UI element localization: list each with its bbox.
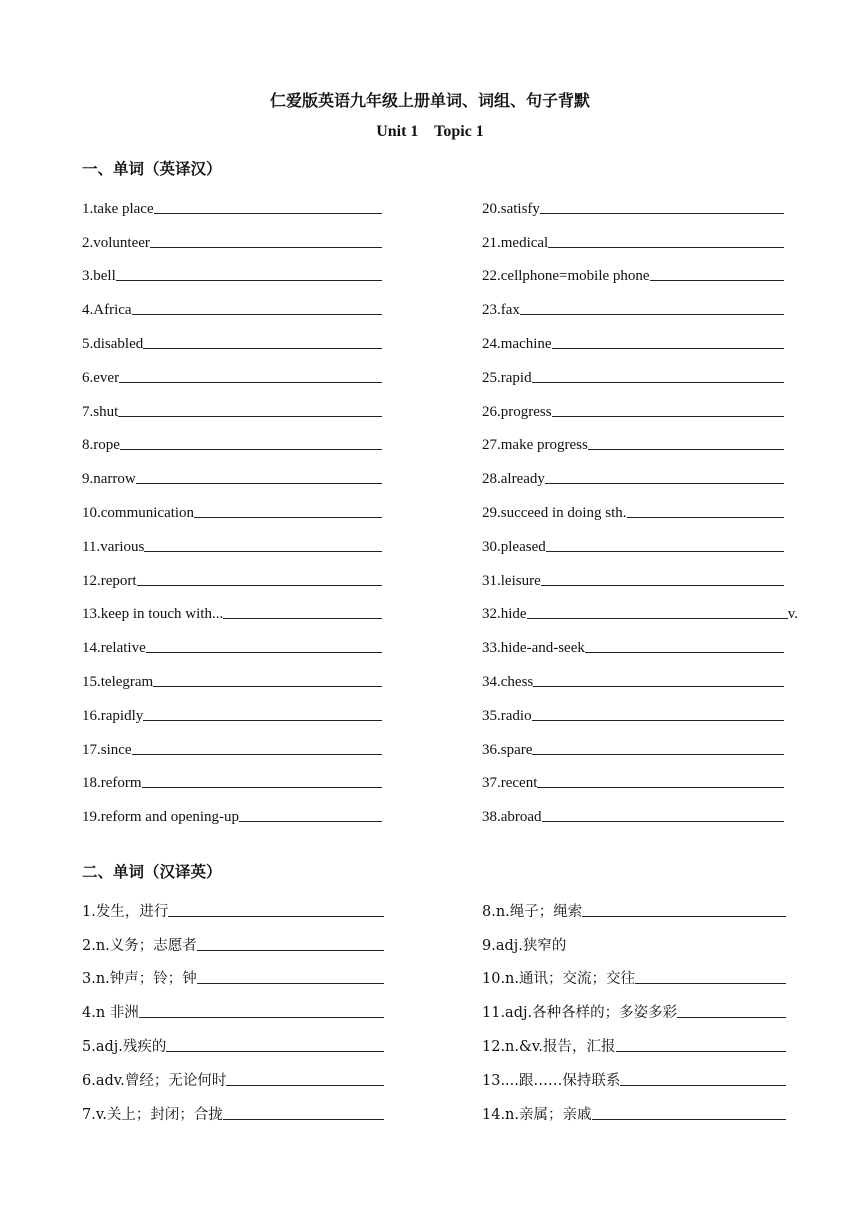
answer-blank-line[interactable] xyxy=(119,382,382,383)
answer-blank-line[interactable] xyxy=(620,1085,786,1086)
vocab-item xyxy=(482,691,784,725)
answer-blank-line[interactable] xyxy=(197,950,384,951)
answer-blank-line[interactable] xyxy=(552,348,784,349)
vocab-item-text: 24.machine xyxy=(482,335,552,352)
vocab-item-text: 8.n.绳子；绳索 xyxy=(482,903,583,920)
part-of-speech-suffix: v. xyxy=(787,606,798,623)
vocab-item xyxy=(482,725,784,759)
section2-right-column xyxy=(482,887,786,1124)
vocab-item xyxy=(482,590,798,624)
vocab-item xyxy=(482,421,784,455)
vocab-item-text: 29.succeed in doing sth. xyxy=(482,504,627,521)
vocab-item-text: 30.pleased xyxy=(482,538,546,555)
vocab-item-text: 20.satisfy xyxy=(482,200,540,217)
vocab-item xyxy=(482,792,784,826)
vocab-item xyxy=(482,1090,786,1124)
vocab-item-text: 13....跟……保持联系 xyxy=(482,1072,621,1089)
vocab-item xyxy=(82,556,382,590)
vocab-item xyxy=(82,319,382,353)
vocab-item xyxy=(82,1090,384,1124)
vocab-item xyxy=(82,623,382,657)
answer-blank-line[interactable] xyxy=(627,517,784,518)
answer-blank-line[interactable] xyxy=(137,585,382,586)
answer-blank-line[interactable] xyxy=(166,1051,384,1052)
answer-blank-line[interactable] xyxy=(153,686,382,687)
vocab-item xyxy=(82,184,382,218)
vocab-item xyxy=(82,285,382,319)
answer-blank-line[interactable] xyxy=(239,821,382,822)
vocab-item xyxy=(82,387,382,421)
answer-blank-line[interactable] xyxy=(120,449,382,450)
vocab-item xyxy=(482,285,784,319)
vocab-item xyxy=(82,353,382,387)
vocab-item-text: 10.communication xyxy=(82,504,195,521)
vocab-item-text: 18.reform xyxy=(82,775,142,792)
answer-blank-line[interactable] xyxy=(616,1051,787,1052)
vocab-item xyxy=(82,1056,384,1090)
answer-blank-line[interactable] xyxy=(223,1119,384,1120)
vocab-item xyxy=(82,488,382,522)
vocab-item xyxy=(82,454,382,488)
vocab-item-text: 38.abroad xyxy=(482,809,542,826)
vocab-item-text: 3.n.钟声；铃；钟 xyxy=(82,971,197,988)
answer-blank-line[interactable] xyxy=(223,618,382,619)
vocab-item-text: 12.report xyxy=(82,572,137,589)
vocab-item-text: 37.recent xyxy=(482,775,538,792)
vocab-item xyxy=(482,657,784,691)
vocab-item xyxy=(482,887,786,921)
vocab-item-text: 26.progress xyxy=(482,403,552,420)
answer-blank-line[interactable] xyxy=(541,585,784,586)
vocab-item-text: 36.spare xyxy=(482,741,533,758)
answer-blank-line[interactable] xyxy=(677,1017,786,1018)
answer-blank-line[interactable] xyxy=(635,983,786,984)
answer-blank-line[interactable] xyxy=(142,787,382,788)
section2-left-column xyxy=(82,887,384,1124)
vocab-item-text: 5.disabled xyxy=(82,335,144,352)
vocab-item-text: 9.adj.狭窄的 xyxy=(482,937,567,954)
answer-blank-line[interactable] xyxy=(532,754,784,755)
answer-blank-line[interactable] xyxy=(143,348,382,349)
page-title: 仁爱版英语九年级上册单词、词组、句子背默 xyxy=(269,91,590,110)
vocab-item xyxy=(482,252,784,286)
vocab-item-text: 11.various xyxy=(82,538,145,555)
answer-blank-line[interactable] xyxy=(532,382,784,383)
vocab-item-text: 35.radio xyxy=(482,707,532,724)
vocab-item xyxy=(82,522,382,556)
vocab-item-text: 21.medical xyxy=(482,234,549,251)
vocab-item-text: 31.leisure xyxy=(482,572,541,589)
answer-blank-line[interactable] xyxy=(116,280,382,281)
vocab-item-text: 1.发生，进行 xyxy=(82,903,169,920)
vocab-item xyxy=(482,1022,786,1056)
vocab-item-text: 2.n.义务；志愿者 xyxy=(82,937,197,954)
answer-blank-line[interactable] xyxy=(168,916,384,917)
vocab-item xyxy=(482,184,784,218)
answer-blank-line[interactable] xyxy=(650,280,784,281)
vocab-item-text: 23.fax xyxy=(482,302,520,319)
answer-blank-line[interactable] xyxy=(532,720,784,721)
vocab-item xyxy=(482,454,784,488)
vocab-item-text: 5.adj.残疾的 xyxy=(82,1038,167,1055)
vocab-item xyxy=(82,590,382,624)
answer-blank-line[interactable] xyxy=(520,314,784,315)
vocab-item-text: 17.since xyxy=(82,741,132,758)
answer-blank-line[interactable] xyxy=(139,1017,384,1018)
vocab-item-text: 6.adv.曾经；无论何时 xyxy=(82,1072,227,1089)
vocab-item-text: 4.n 非洲 xyxy=(82,1005,139,1022)
section1-left-column xyxy=(82,184,382,826)
answer-blank-line[interactable] xyxy=(132,754,382,755)
vocab-item xyxy=(82,988,384,1022)
vocab-item xyxy=(82,725,382,759)
answer-blank-line[interactable] xyxy=(592,1119,786,1120)
answer-blank-line[interactable] xyxy=(545,483,784,484)
vocab-item-text: 22.cellphone=mobile phone xyxy=(482,268,650,285)
unit-topic-subtitle: Unit 1 Topic 1 xyxy=(376,123,484,140)
vocab-item-text: 12.n.&v.报告，汇报 xyxy=(482,1038,616,1055)
vocab-item xyxy=(82,759,382,793)
vocab-item xyxy=(82,887,384,921)
vocab-item-text: 7.shut xyxy=(82,403,119,420)
answer-blank-line[interactable] xyxy=(588,449,784,450)
vocab-item-text: 10.n.通讯；交流；交往 xyxy=(482,971,636,988)
vocab-item xyxy=(482,988,786,1022)
answer-blank-line[interactable] xyxy=(533,686,784,687)
vocab-item xyxy=(82,218,382,252)
vocab-item-text: 34.chess xyxy=(482,673,534,690)
answer-blank-line[interactable] xyxy=(150,247,382,248)
vocab-item-text: 7.v.关上；封闭；合拢 xyxy=(82,1106,223,1123)
answer-blank-line[interactable] xyxy=(540,213,784,214)
answer-blank-line[interactable] xyxy=(146,652,382,653)
vocab-item-text: 15.telegram xyxy=(82,673,154,690)
answer-blank-line[interactable] xyxy=(154,213,382,214)
answer-blank-line[interactable] xyxy=(537,787,784,788)
vocab-item xyxy=(82,1022,384,1056)
vocab-item xyxy=(82,421,382,455)
vocab-item-text: 4.Africa xyxy=(82,302,132,319)
vocab-item-text: 1.take place xyxy=(82,200,154,217)
vocab-item-text: 3.bell xyxy=(82,268,116,285)
section-heading-cn-to-en: 二、单词（汉译英） xyxy=(82,862,222,881)
vocab-item-text: 25.rapid xyxy=(482,369,532,386)
answer-blank-line[interactable] xyxy=(197,983,384,984)
answer-blank-line[interactable] xyxy=(552,416,784,417)
answer-blank-line[interactable] xyxy=(548,247,784,248)
vocab-item-text: 19.reform and opening-up xyxy=(82,809,240,826)
vocab-item-text: 8.rope xyxy=(82,437,120,454)
answer-blank-line[interactable] xyxy=(542,821,784,822)
vocab-item-text: 11.adj.各种各样的；多姿多彩 xyxy=(482,1005,678,1022)
vocab-item xyxy=(82,657,382,691)
answer-blank-line[interactable] xyxy=(585,652,784,653)
vocab-item xyxy=(82,252,382,286)
vocab-item-text: 13.keep in touch with... xyxy=(82,606,224,623)
vocab-item-text: 16.rapidly xyxy=(82,707,144,724)
vocab-item-text: 9.narrow xyxy=(82,471,136,488)
vocab-item-text: 33.hide-and-seek xyxy=(482,640,585,657)
section1-right-column xyxy=(482,184,798,826)
vocab-item-text: 32.hide xyxy=(482,606,527,623)
vocab-item xyxy=(482,387,784,421)
answer-blank-line[interactable] xyxy=(546,551,784,552)
answer-blank-line[interactable] xyxy=(132,314,382,315)
answer-blank-line[interactable] xyxy=(143,720,382,721)
vocab-item xyxy=(482,353,784,387)
vocab-item xyxy=(482,218,784,252)
vocab-item xyxy=(482,623,784,657)
answer-blank-line[interactable] xyxy=(582,916,786,917)
answer-blank-line[interactable] xyxy=(527,618,788,619)
vocab-item-text: 2.volunteer xyxy=(82,234,150,251)
answer-blank-line[interactable] xyxy=(226,1085,384,1086)
vocab-item xyxy=(82,921,384,955)
vocab-item-text: 28.already xyxy=(482,471,545,488)
vocab-item-text: 14.n.亲属；亲戚 xyxy=(482,1106,592,1123)
vocab-item xyxy=(482,759,784,793)
vocab-item-text: 27.make progress xyxy=(482,437,588,454)
vocab-item xyxy=(482,488,784,522)
vocab-item xyxy=(82,955,384,989)
answer-blank-line[interactable] xyxy=(118,416,382,417)
vocab-item xyxy=(482,921,786,955)
vocab-item xyxy=(482,556,784,590)
vocab-item xyxy=(482,522,784,556)
vocab-item xyxy=(482,1056,786,1090)
vocab-item xyxy=(82,691,382,725)
vocab-item-text: 6.ever xyxy=(82,369,120,386)
answer-blank-line[interactable] xyxy=(136,483,382,484)
answer-blank-line[interactable] xyxy=(144,551,382,552)
answer-blank-line[interactable] xyxy=(194,517,382,518)
section-heading-en-to-cn: 一、单词（英译汉） xyxy=(82,159,222,178)
vocab-item xyxy=(482,955,786,989)
vocab-item xyxy=(482,319,784,353)
vocab-item-text: 14.relative xyxy=(82,640,146,657)
vocab-item xyxy=(82,792,382,826)
